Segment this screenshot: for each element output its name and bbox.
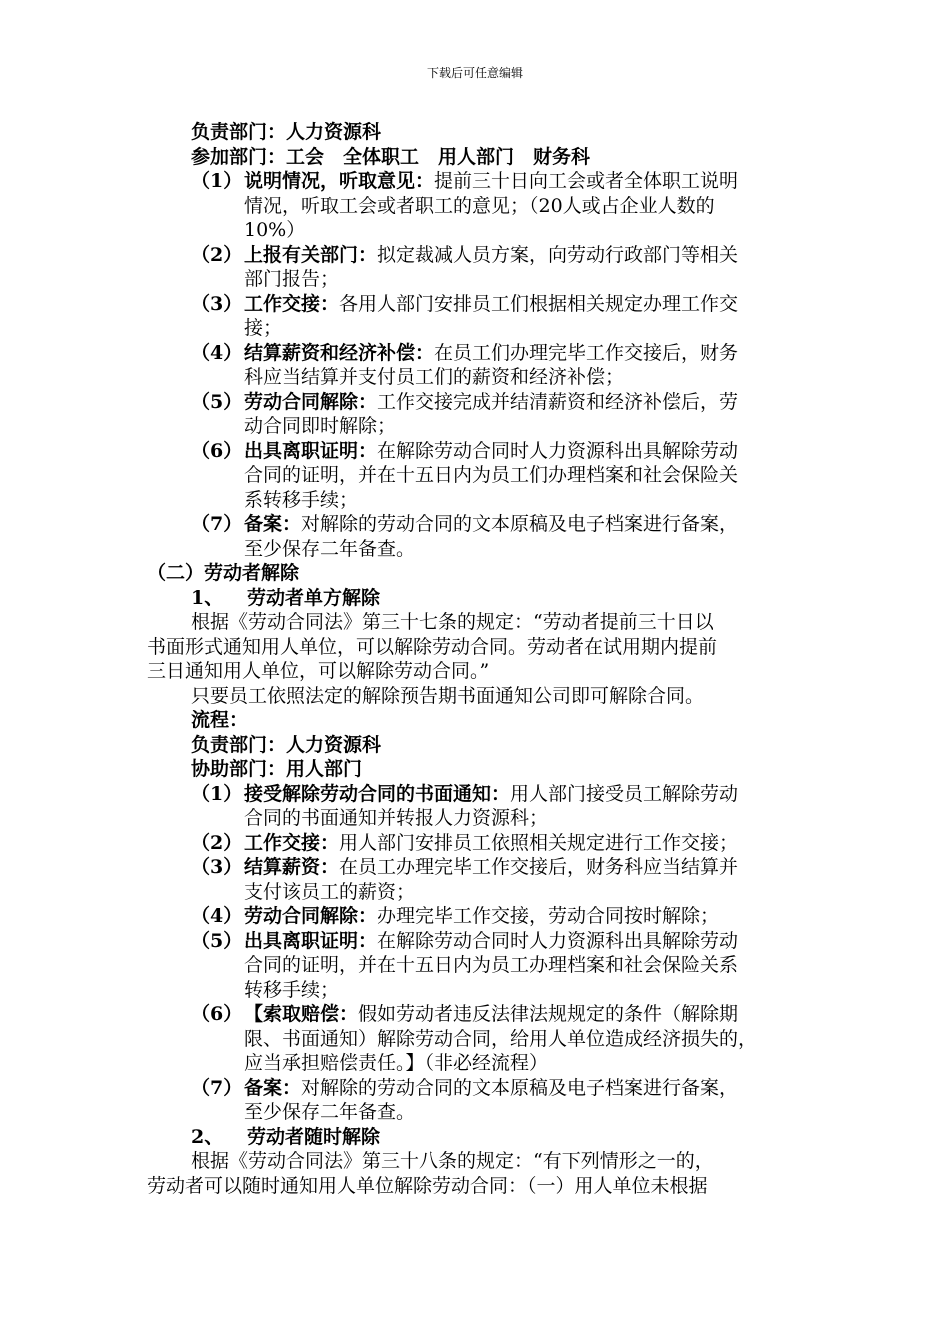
text-line <box>147 831 847 856</box>
text-line <box>147 365 847 390</box>
text-line <box>147 978 847 1003</box>
bold-text: 说明情况，听取意见： <box>244 170 435 192</box>
item-number: （3） <box>191 292 243 315</box>
item-number: （5） <box>191 929 243 952</box>
text-line <box>147 929 847 954</box>
body-text: 根据《劳动合同法》第三十八条的规定：“有下列情形之一的， <box>191 1150 714 1172</box>
bold-text: 协助部门：用人部门 <box>191 758 363 780</box>
text-line <box>147 782 847 807</box>
bold-text: 【索取赔偿： <box>244 1003 359 1025</box>
text-line <box>147 463 847 488</box>
page-header: 下载后可任意编辑 <box>426 66 523 80</box>
text-line <box>147 1027 847 1052</box>
text-line <box>147 610 847 635</box>
text-line <box>147 169 847 194</box>
text-line <box>147 341 847 366</box>
body-text: 三日通知用人单位，可以解除劳动合同。” <box>147 660 490 682</box>
text-line <box>147 439 847 464</box>
bold-text: 备案： <box>244 513 302 535</box>
body-text: 拟定裁减人员方案，向劳动行政部门等相关 <box>377 243 739 266</box>
body-text: 合同的证明，并在十五日内为员工们办理档案和社会保险关 <box>244 464 739 486</box>
bold-text: （二）劳动者解除 <box>147 562 300 584</box>
bold-text: 劳动合同解除： <box>244 390 378 413</box>
text-line <box>147 267 847 292</box>
body-text: 根据《劳动合同法》第三十七条的规定：“劳动者提前三十日以 <box>191 611 714 633</box>
body-text: 对解除的劳动合同的文本原稿及电子档案进行备案， <box>301 513 739 535</box>
text-line <box>147 512 847 537</box>
bold-text: 劳动者随时解除 <box>247 1125 381 1148</box>
item-number: （3） <box>191 856 243 878</box>
body-text: 用人部门安排员工依照相关规定进行工作交接； <box>339 831 739 854</box>
text-line <box>147 1100 847 1125</box>
document-body <box>147 120 847 1198</box>
item-number: （2） <box>191 831 243 854</box>
text-line <box>147 537 847 562</box>
text-line <box>147 659 847 684</box>
text-line <box>147 488 847 513</box>
bold-text: 结算薪资： <box>244 856 340 878</box>
body-text: 10%） <box>244 219 306 241</box>
body-text: 工作交接完成并结清薪资和经济补偿后，劳 <box>377 390 739 413</box>
body-text: 合同的证明，并在十五日内为员工办理档案和社会保险关系 <box>244 954 739 976</box>
text-line <box>147 635 847 660</box>
text-line <box>147 218 847 243</box>
text-line <box>147 953 847 978</box>
body-text: 动合同即时解除； <box>244 415 397 437</box>
item-number: （6） <box>191 1003 243 1025</box>
body-text: 对解除的劳动合同的文本原稿及电子档案进行备案， <box>301 1076 739 1099</box>
item-number: （7） <box>191 513 243 535</box>
bold-text: 负责部门：人力资源科 <box>191 733 382 756</box>
body-text: 接； <box>244 317 283 339</box>
text-line <box>147 1174 847 1199</box>
text-line <box>147 243 847 268</box>
text-line <box>147 316 847 341</box>
text-line <box>147 904 847 929</box>
body-text: 用人部门接受员工解除劳动 <box>510 782 739 805</box>
body-text: 部门报告； <box>244 268 340 290</box>
body-text: 限、书面通知）解除劳动合同，给用人单位造成经济损失的， <box>244 1027 758 1050</box>
text-line <box>147 1051 847 1076</box>
bold-text: 流程： <box>191 709 249 731</box>
bold-text: 出具离职证明： <box>244 929 378 952</box>
body-text: 应当承担赔偿责任。】（非必经流程） <box>244 1052 549 1074</box>
text-line <box>147 1149 847 1174</box>
body-text: 在解除劳动合同时人力资源科出具解除劳动 <box>377 929 739 952</box>
text-line <box>147 292 847 317</box>
text-line <box>147 708 847 733</box>
bold-text: 劳动者单方解除 <box>247 586 381 609</box>
body-text: 至少保存二年备查。 <box>244 1101 416 1123</box>
text-line <box>147 1076 847 1101</box>
text-line <box>147 855 847 880</box>
text-line <box>147 120 847 145</box>
bold-text: 接受解除劳动合同的书面通知： <box>244 782 511 805</box>
text-line <box>147 806 847 831</box>
bold-text: 工作交接： <box>244 292 340 315</box>
text-line <box>147 1125 847 1150</box>
body-text: 在解除劳动合同时人力资源科出具解除劳动 <box>377 439 739 462</box>
body-text: 合同的书面通知并转报人力资源科； <box>244 807 549 829</box>
item-number: （5） <box>191 390 243 413</box>
item-number: （1） <box>191 170 243 192</box>
text-line <box>147 733 847 758</box>
item-number: （6） <box>191 439 243 462</box>
text-line <box>147 684 847 709</box>
bold-text: 工作交接： <box>244 831 340 854</box>
subsection-number: 1、 <box>191 586 224 609</box>
item-number: （1） <box>191 782 243 805</box>
body-text: 假如劳动者违反法律法规规定的条件（解除期 <box>358 1003 739 1025</box>
text-line <box>147 880 847 905</box>
subsection-number: 2、 <box>191 1125 224 1148</box>
body-text: 至少保存二年备查。 <box>244 537 416 560</box>
body-text: 劳动者可以随时通知用人单位解除劳动合同：（一）用人单位未根据 <box>147 1174 708 1197</box>
item-number: （2） <box>191 243 243 266</box>
bold-text: 备案： <box>244 1076 302 1099</box>
bold-text: 上报有关部门： <box>244 243 378 266</box>
item-number: （4） <box>191 905 243 927</box>
text-line <box>147 145 847 170</box>
text-line <box>147 1002 847 1027</box>
text-line <box>147 757 847 782</box>
body-text: 系转移手续； <box>244 488 359 511</box>
text-line <box>147 586 847 611</box>
body-text: 书面形式通知用人单位，可以解除劳动合同。劳动者在试用期内提前 <box>147 635 718 658</box>
body-text: 只要员工依照法定的解除预告期书面通知公司即可解除合同。 <box>191 684 705 707</box>
text-line <box>147 194 847 219</box>
body-text: 在员工办理完毕工作交接后，财务科应当结算并 <box>339 856 739 878</box>
bold-text: 劳动合同解除： <box>244 905 378 927</box>
body-text: 在员工们办理完毕工作交接后，财务 <box>434 341 739 364</box>
text-line <box>147 561 847 586</box>
bold-text: 结算薪资和经济补偿： <box>244 341 435 364</box>
body-text: 支付该员工的薪资； <box>244 880 416 903</box>
item-number: （4） <box>191 341 243 364</box>
bold-text: 出具离职证明： <box>244 439 378 462</box>
bold-text: 参加部门：工会 全体职工 用人部门 财务科 <box>191 145 591 168</box>
body-text: 情况，听取工会或者职工的意见；（20人或占企业人数的 <box>244 194 715 217</box>
bold-text: 负责部门：人力资源科 <box>191 121 382 143</box>
body-text: 科应当结算并支付员工们的薪资和经济补偿； <box>244 366 625 388</box>
item-number: （7） <box>191 1076 243 1099</box>
body-text: 办理完毕工作交接，劳动合同按时解除； <box>377 905 720 927</box>
text-line <box>147 390 847 415</box>
body-text: 转移手续； <box>244 978 340 1001</box>
text-line <box>147 414 847 439</box>
body-text: 提前三十日向工会或者全体职工说明 <box>434 170 739 192</box>
body-text: 各用人部门安排员工们根据相关规定办理工作交 <box>339 292 739 315</box>
